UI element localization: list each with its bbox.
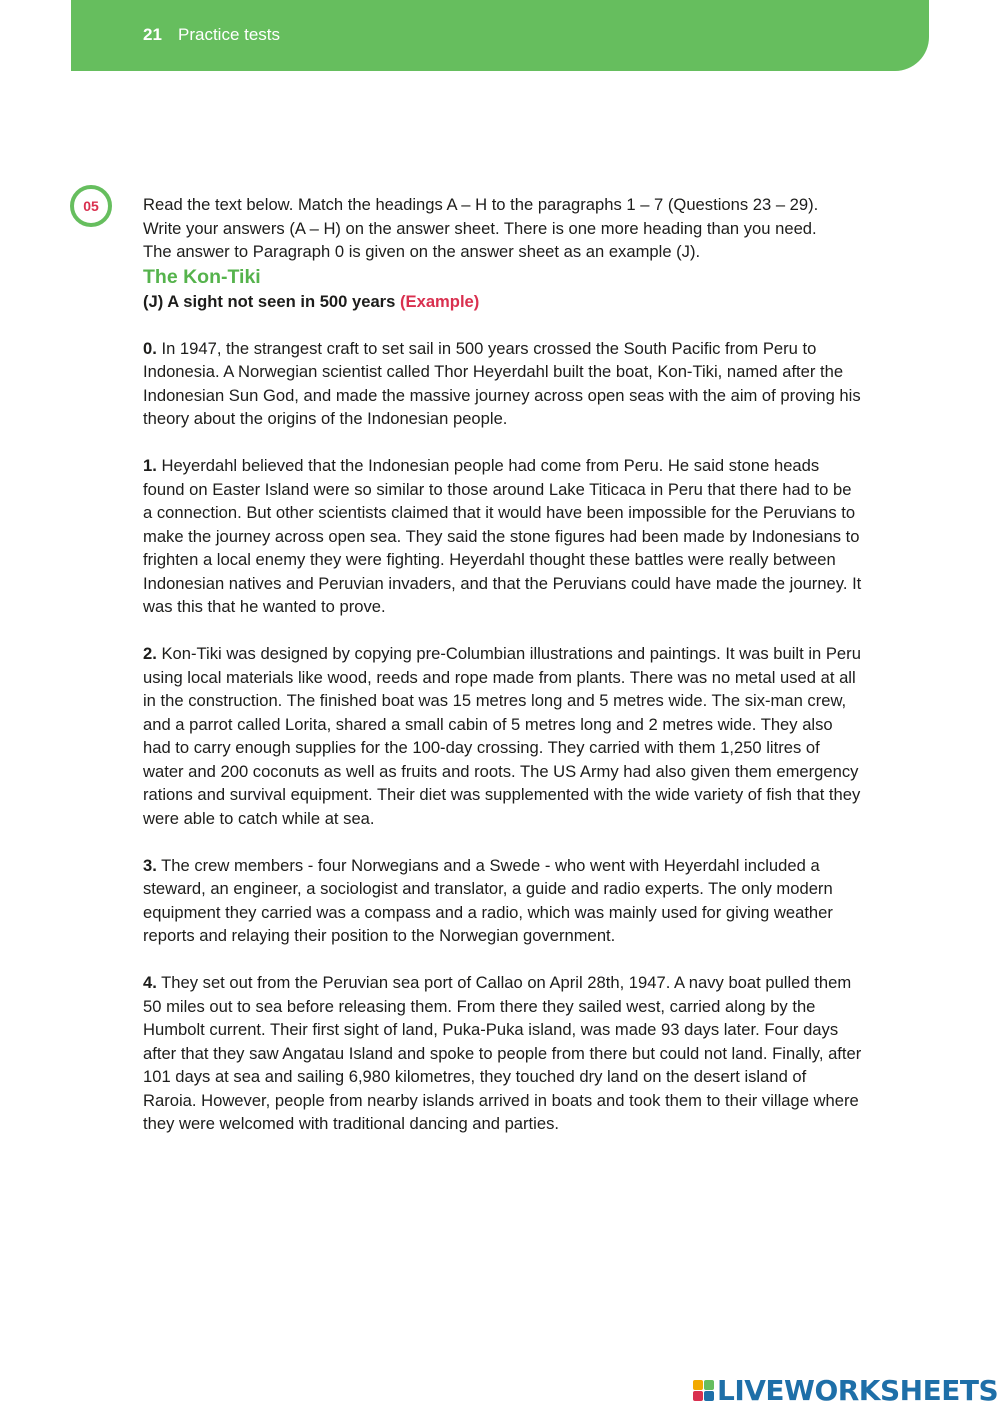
paragraph-0 bbox=[143, 337, 863, 431]
page-number: 21 bbox=[143, 25, 162, 44]
paragraph-text: In 1947, the strangest craft to set sail in 500 years crossed the South Pacific from Peru to Indonesia. A Norwegian scientist called Thor Heyerdahl built the boat, Kon-Tiki, named after the Indonesian Sun God, and made the massive journey across open seas with the aim of proving his theory about the origins of the Indonesian people. bbox=[143, 338, 861, 428]
instruction-line: Read the text below. Match the headings A – H to the paragraphs 1 – 7 (Questions 23 – 29). bbox=[143, 195, 819, 214]
paragraph-2 bbox=[143, 642, 863, 830]
paragraph-4 bbox=[143, 971, 863, 1136]
example-heading-text: (J) A sight not seen in 500 years bbox=[143, 291, 396, 311]
section-title: Practice tests bbox=[178, 25, 281, 44]
paragraph-3 bbox=[143, 854, 863, 948]
paragraph-text: Heyerdahl believed that the Indonesian people had come from Peru. He said stone heads found on Easter Island were so similar to those around Lake Titicaca in Peru that there had to be a connection. But other scientists claimed that it would have been impossible for the Peruvians to make the journey across open sea. They said the stone figures had been made by Indonesians to frighten a local enemy they were fighting. Heyerdahl thought these battles were really between Indonesian natives and Peruvian invaders, and that the Peruvians could have made the journey. It was this that he wanted to prove. bbox=[143, 456, 862, 616]
instruction-line: Write your answers (A – H) on the answer sheet. There is one more heading than you need. bbox=[143, 218, 817, 238]
text-title: The Kon-Tiki bbox=[143, 265, 261, 288]
paragraph-text: The crew members - four Norwegians and a Swede - who went with Heyerdahl included a steward, an engineer, a sociologist and translator, a guide and radio experts. The only modern equipment they carried was a compass and a radio, which was mainly used for giving weather reports and relaying their position to the Norwegian government. bbox=[143, 855, 833, 945]
logo-mark-icon bbox=[693, 1380, 714, 1401]
paragraph-text: They set out from the Peruvian sea port of Callao on April 28th, 1947. A navy boat pulled them 50 miles out to sea before releasing them. From there they sailed west, carried along by the Humbolt current. Their first sight of land, Puka-Puka island, was made 93 days later. Four days after that they saw Angatau Island and spoke to people from there but could not land. Finally, after 101 days at sea and sailing 6,980 kilometres, they touched dry land on the desert island of Raroia. However, people from nearby islands arrived in boats and took them to their village where they were welcomed with traditional dancing and parties. bbox=[143, 973, 862, 1133]
exercise-number-badge: 05 bbox=[70, 185, 112, 227]
instruction-line: The answer to Paragraph 0 is given on the answer sheet as an example (J). bbox=[143, 242, 701, 261]
page-header bbox=[71, 0, 929, 71]
example-heading bbox=[143, 290, 863, 314]
logo-text: LIVEWORKSHEETS bbox=[717, 1374, 999, 1407]
paragraph-number: 2. bbox=[143, 644, 157, 663]
paragraph-number: 0. bbox=[143, 338, 157, 358]
paragraph-number: 4. bbox=[143, 973, 157, 992]
liveworksheets-logo[interactable] bbox=[693, 1374, 998, 1407]
reading-content bbox=[143, 193, 863, 1136]
paragraph-text: Kon-Tiki was designed by copying pre-Columbian illustrations and paintings. It was built in Peru using local materials like wood, reeds and rope made from plants. There was no metal used at all in the construction. The finished boat was 15 metres long and 5 metres wide. The six-man crew, and a parrot called Lorita, shared a small cabin of 5 metres long and 2 metres wide. They also had to carry enough supplies for the 100-day crossing. They carried with them 1,250 litres of water and 200 coconuts as well as fruits and roots. The US Army had also given them emergency rations and survival equipment. Their diet was supplemented with the wide variety of fish that they were able to catch while at sea. bbox=[143, 644, 861, 828]
example-tag: (Example) bbox=[400, 291, 480, 311]
paragraph-number: 1. bbox=[143, 456, 157, 475]
instructions bbox=[143, 193, 863, 264]
paragraph-number: 3. bbox=[143, 855, 157, 875]
paragraph-1 bbox=[143, 454, 863, 619]
